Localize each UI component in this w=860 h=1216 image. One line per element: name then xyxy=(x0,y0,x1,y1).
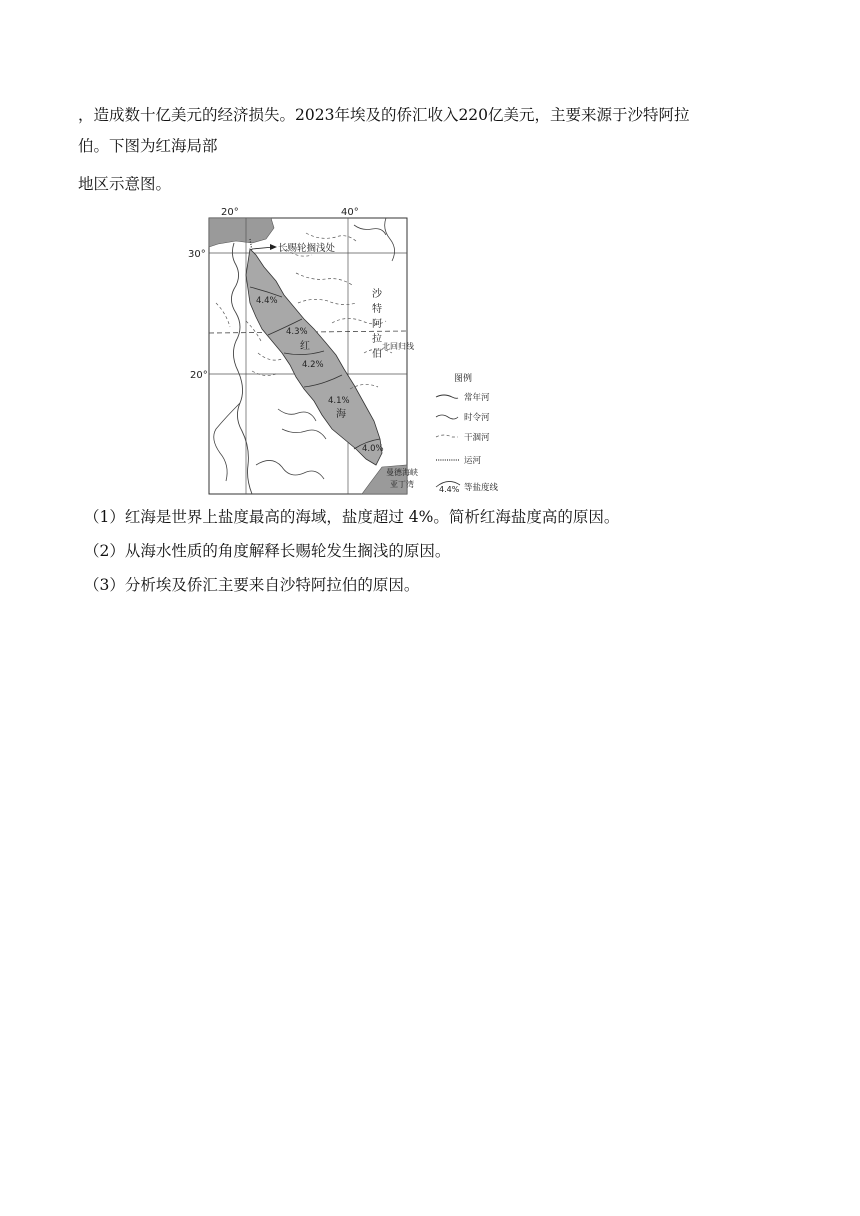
dry-river xyxy=(216,303,230,327)
question-3: （3）分析埃及侨汇主要来自沙特阿拉伯的原因。 xyxy=(84,576,420,594)
lat-label-20: 20° xyxy=(190,370,208,381)
sea-label-char: 红 xyxy=(300,341,310,352)
map-legend xyxy=(436,372,499,494)
lon-label-40: 40° xyxy=(341,207,359,218)
salinity-label: 4.3% xyxy=(286,327,308,337)
ship-arrowhead xyxy=(270,244,277,250)
legend-title: 图例 xyxy=(454,374,473,384)
river-east-africa xyxy=(256,460,324,479)
levant-river-2 xyxy=(354,225,386,235)
saudi-label-char: 伯 xyxy=(372,349,382,360)
saudi-label-char: 特 xyxy=(372,304,382,315)
intro-line-1: ，造成数十亿美元的经济损失。2023年埃及的侨汇收入220亿美元，主要来源于沙特阿拉 xyxy=(78,106,690,124)
question-1: （1）红海是世界上盐度最高的海域，盐度超过 4%。简析红海盐度高的原因。 xyxy=(84,508,620,526)
salinity-label: 4.0% xyxy=(362,444,384,454)
saudi-label-char: 沙 xyxy=(372,289,382,300)
strait-label: 曼德海峡 xyxy=(386,468,418,477)
dry-river xyxy=(298,299,356,304)
intro-line-3: 地区示意图。 xyxy=(78,175,172,193)
tropic-label: 北回归线 xyxy=(382,342,414,351)
levant-river xyxy=(385,218,395,261)
red-sea-body xyxy=(246,249,382,465)
salinity-label: 4.2% xyxy=(302,360,324,370)
sea-label-char: 海 xyxy=(336,409,346,420)
lat-label-30: 30° xyxy=(188,249,206,260)
salinity-label: 4.4% xyxy=(256,296,278,306)
river-east-africa-3 xyxy=(282,429,326,439)
intro-line-2: 伯。下图为红海局部 xyxy=(78,137,218,155)
legend-isohaline: 等盐度线 xyxy=(464,483,499,493)
nile-branch xyxy=(214,403,240,481)
red-sea-map xyxy=(186,203,516,495)
legend-perennial-river-symbol xyxy=(436,395,458,398)
legend-dry-river-symbol xyxy=(436,435,458,437)
legend-canal: 运河 xyxy=(464,456,482,466)
salinity-label: 4.1% xyxy=(328,396,350,406)
saudi-label-char: 拉 xyxy=(372,334,382,345)
mediterranean-sea xyxy=(209,218,274,247)
dry-river xyxy=(306,233,356,241)
lon-label-20: 20° xyxy=(221,207,239,218)
ship-grounding-label: 长赐轮搁浅处 xyxy=(278,243,336,254)
strait-label: 亚丁湾 xyxy=(390,480,414,489)
legend-isohaline-sample: 4.4% xyxy=(439,485,460,494)
dry-river xyxy=(258,353,282,360)
question-2: （2）从海水性质的角度解释长赐轮发生搁浅的原因。 xyxy=(84,542,451,560)
river-east-africa-2 xyxy=(278,409,316,421)
legend-perennial-river: 常年河 xyxy=(464,393,490,403)
legend-seasonal-river: 时令河 xyxy=(464,413,490,423)
dry-river xyxy=(252,371,278,376)
saudi-label-char: 阿 xyxy=(372,319,382,330)
dry-river xyxy=(296,273,352,285)
legend-seasonal-river-symbol xyxy=(436,415,458,419)
legend-dry-river: 干涸河 xyxy=(464,433,490,443)
